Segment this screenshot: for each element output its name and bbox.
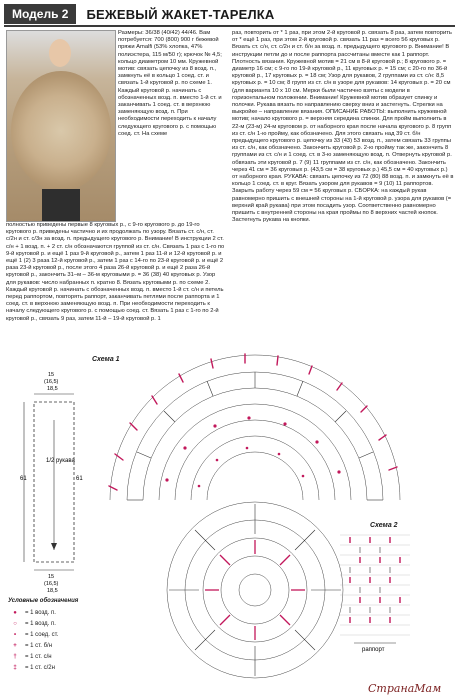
legend-item [8,640,128,651]
sleeve-bottom-width-3: 18,5 [47,588,58,594]
logo-text-2: Мам [414,682,442,695]
legend-item-text: = 1 соед. ст. [25,631,59,638]
legend-item-text: = 1 ст. б/н [25,642,53,649]
page-header [4,3,455,25]
sleeve-length-label: 61 [20,476,27,482]
legend-item-text: = 1 ст. с/2н [25,664,55,671]
instructions-column-1-top: Размеры: 36/38 (40/42) 44/46. Вам потребуется: 700 (800) 900 г бежевой пряжи Amalfi (53% хлопка, 47% полиэстера, 115 м/50 г); крючок № 4,5; кольцо диаметром 10 мм. Кружевной мотив: связать цепочку из 8 возд. п., замкнуть её в кольцо 1 соед. ст. и связать 1-й круговой р. по схеме 1. Каждый круговой р. начинать с обозначенных возд. п. вместо 1-й ст. и заканчивать 1 соед. ст. в верхнюю заменяющую возд. п. При необходимости переходить к началу следующего кругового р. с помощью соед. ст. На схеме [118,30,222,137]
chain-icon: ○ [13,620,17,627]
treble-crochet-icon: ‡ [13,664,17,671]
legend-item [8,662,128,673]
model-pants [42,189,80,222]
jacket-image [11,71,111,191]
legend-item [8,607,128,618]
model-photo [6,30,116,222]
legend-item [8,651,128,662]
sleeve-schematic [20,372,83,594]
schema-1-chart [109,354,400,500]
sleeve-bottom-width-2: (16,5) [44,581,59,587]
chain-icon: ● [13,609,17,616]
legend-item-text: = 1 ст. с/н [25,653,52,660]
instructions-column-1-bottom: полностью приведены первые 8 круговых р., с 9-го кругового р. до 19-го кругового р. приведены частично и их продолжать по узору. Вязать ст. с/н, ст. с/2н и ст. с/3н за возд. п. предыдущего кругового р. Внимание! В инструкции 2 ст. с/н + 1 возд. п. + 2 ст. с/н обозначаются группой из ст. с/н. Связать 1 раз с 1-го по 9-й круговой р. и ещё 1 раз 9-й круговой р., затем 1 раз 11-й и 12-й круговой р. и ещё 1 (2) 3 раза 12-й круговой р., затем 1 раз с 14-го по 23-й круговой р. и ещё 2 раза 23-й круговой р., после этого 4 раза 26-й круговой р. и ещё 2 раза 26-й круговой р., закончить 31–м – 36-м круговыми р. = 36 (38) 40 круговых р. Узор для рукавов: число набранных п. кратно 8. Вязать круговыми р. по схеме 2. Каждый круговой р. начинать с обозначенных возд. п. вместо 1-й ст. с/н и петель перед раппортом, повторять раппорт, заканчивать петлями после раппорта и 1 соед. ст. в верхнюю заменяющую возд. п. При необходимости переходить к началу следующего кругового р. с помощью соед. ст. Вязать 1 раз с 1-го по 2-й круговой р., связать 9 раз, затем 11-й – 19-й круговой р. 1 [6,222,225,322]
sleeve-half-label: 1/2 рукава [46,458,75,464]
schema-2-label: Схема 2 [370,522,398,529]
legend-item [8,618,128,629]
schema-2-chart [340,535,410,653]
slip-stitch-icon: • [13,631,17,638]
sleeve-length-label-right: 61 [76,476,83,482]
model-face [49,39,71,67]
raport-label: раппорт [362,647,385,653]
legend-item-text: = 1 возд. п. [25,609,56,616]
double-crochet-icon: † [13,653,17,660]
logo-text-1: Страна [368,682,415,695]
schema-1-label: Схема 1 [92,356,120,363]
sleeve-bottom-width-1: 15 [48,574,55,580]
model-number: Модель 2 [4,4,76,24]
header-rule [4,25,455,27]
site-logo [368,682,441,695]
legend-item [8,629,128,640]
schema-1-lower-circle [167,502,343,678]
sleeve-top-width-1: 15 [48,372,55,378]
page-title: БЕЖЕВЫЙ ЖАКЕТ-ТАРЕЛКА [86,6,275,22]
sleeve-top-width-3: 18,5 [47,386,58,392]
legend [8,598,128,673]
legend-title: Условные обозначения [8,598,79,604]
single-crochet-icon: + [13,642,17,649]
sleeve-top-width-2: (16,5) [44,379,59,385]
instructions-column-2: раз, повторить от * 1 раз, при этом 2-й круговой р. связать 8 раз, затем повторить от * ещё 1 раз, при этом 2-й круговой р. связать 11 раз = всего 56 круговых р. Вязать ст. с/н, ст. с/2н и ст. б/н за возд. п. предыдущего кругового р. Внимание! В инструкции петли до и после раппорта рассчитаны вместе как 1 раппорт. Плотность вязания. Кружевной мотив = 21 см в 8-й круговой р.; 8 кругового р. = диаметр 16 см; с 9-го по 19-й круговой р., 11 круговых р. = 15 см; с 20-го по 36-й круговой р., 17 круговых р. = 18 см; Узор для рукавов, 2 группами из ст. с/н: 8,5 круговых р. = 10 см; 8 групп из ст. с/н в узоре для рукавов: 14 круговых р. = 20 см (для варианта 10 х 10 см. Мерки были частично взяты с модели в горизонтальном положении. Внимание! Кружевной мотив образует спинку и полочки. Рукава вязать по направлению сверху вниз и застегнуть. Стрелки на выкройке – направление вязания. ОПИСАНИЕ РАБОТЫ: выполнить кружевной мотив; начало кругового р. = верхняя середина спинки. Для пройм выполнить в 22-м (23-м) 24-м круговом р. от наборного края после начала кругового р. 8 групп из ст. с/н 1-ю пройму, как обозначено. Для этого связать над 39 ст. б/н предыдущего кругового р. цепочку из 33 (43) 53 возд. п., затем связать 33 группы из ст. с/н, как обозначено. Закончить круговой р. 2-ю пройму так же, закончить 8 группами из ст. с/н и 1 соед. ст. в 3-ю заменяющую возд. п. Отвернуть круговой р. обвязать эти круговой р. 7 (9) 11 группами из ст. с/н, как обозначено. Закончить через 41 см = 36 круговых р. (43,5 см = 38 круговых р.) 45,5 см = 40 круговых р.) от наборного края. РУКАВА: связать цепочку из 72 (80) 88 возд. п. и замкнуть её в кольцо 1 соед. ст. в круг. Вязать узором для рукавов = 9 (10) 11 раппортов. Закрыть работу через 59 см = 56 круговых р. СБОРКА: на каждый рукав равномерно пришить с внешней стороны на 1-й круговой р. узора для рукавов (= верхний край рукава) при этом посадить узор. Соответственно равномерно пришить с внутренней стороны на края проймы по 8 верхних частей кнопок. Застегнуть рукава на кнопки. [232,30,454,224]
legend-item-text: = 1 возд. п. [25,620,56,627]
